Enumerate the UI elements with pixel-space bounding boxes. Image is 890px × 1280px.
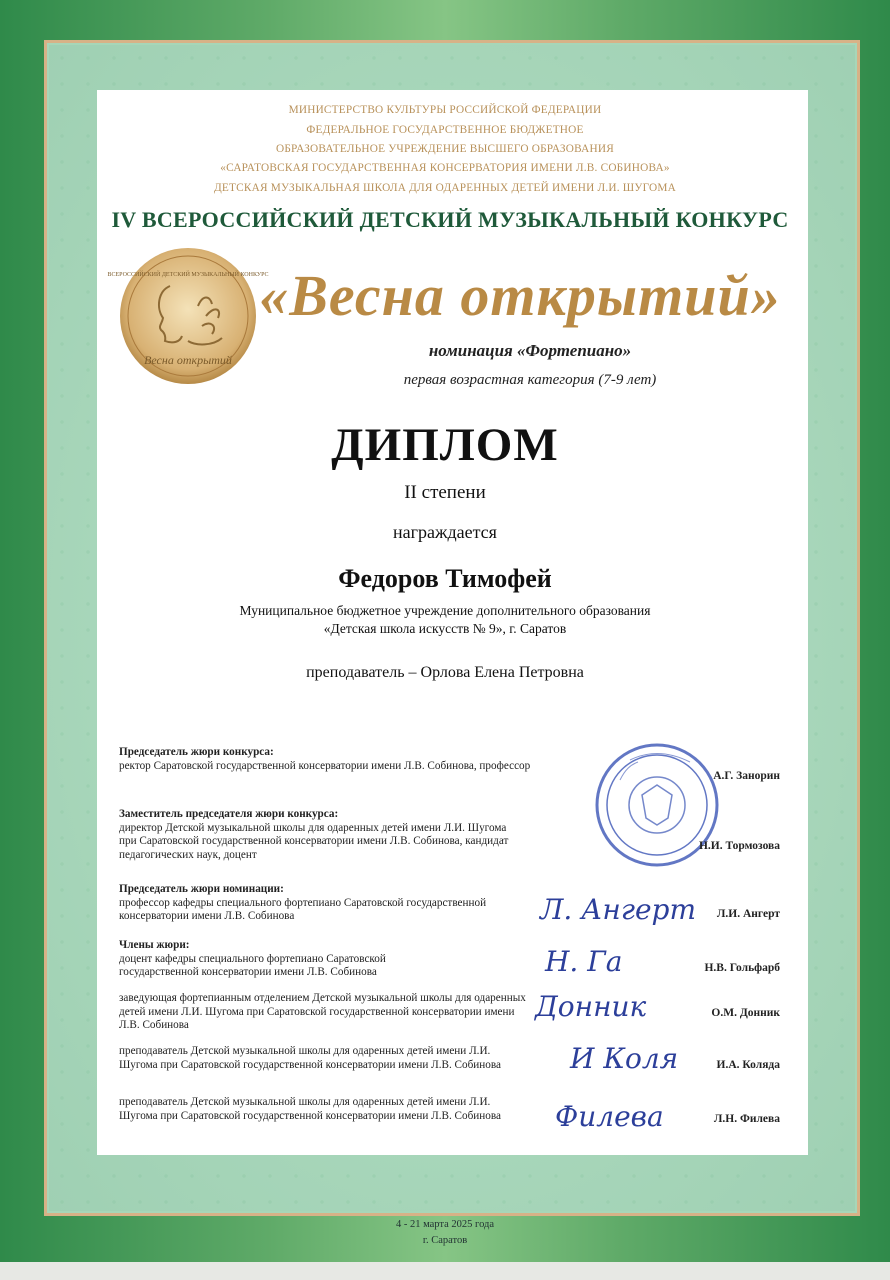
jury-name-7: Л.Н. Филева [713,1113,780,1125]
jury-text: ректор Саратовской государственной консерватории имени Л.В. Собинова, профессор [119,759,531,772]
jury-name-5: О.М. Донник [711,1007,780,1019]
contest-logo [107,246,269,386]
jury-text: доцент кафедры специального фортепиано Саратовской государственной консерватории имени Л.В. Собинова [119,952,386,978]
logo-text-bottom: Весна открытий [144,353,232,367]
jury-name-4: Н.В. Гольфарб [704,962,780,974]
jury-text: преподаватель Детской музыкальной школы для одаренных детей имени Л.И. Шугома при Саратовской государственной консерватории имени Л.В. Собинова [119,1045,501,1071]
nomination: номинация «Фортепиано» [428,341,632,360]
jury-heading: Председатель жюри конкурса: [119,746,274,758]
jury-entry-5 [119,992,569,1033]
jury-entry-3 [119,883,569,924]
footer-city: г. Саратов [422,1235,468,1246]
jury-heading: Заместитель председателя жюри конкурса: [119,808,339,820]
logo-text-top: ВСЕРОССИЙСКИЙ ДЕТСКИЙ МУЗЫКАЛЬНЫЙ КОНКУРС [107,272,269,278]
jury-entry-6 [119,1045,569,1072]
jury-name-6: И.А. Коляда [716,1059,780,1071]
jury-text: директор Детской музыкальной школы для одаренных детей имени Л.И. Шугома при Саратовской государственной консерватории имени Л.В. Собинова, кандидат педагогических наук, доцент [119,821,509,861]
bottom-bar [0,1262,890,1280]
ministry-line-4: «САРАТОВСКАЯ ГОСУДАРСТВЕННАЯ КОНСЕРВАТОРИЯ ИМЕНИ Л.В. СОБИНОВА» [220,162,670,174]
jury-text: заведующая фортепианным отделением Детской музыкальной школы для одаренных детей имени Л.И. Шугома при Саратовской государственной консерватории имени Л.В. Собинова [119,992,526,1031]
signature-fileva: Филева [555,1100,664,1133]
age-category: первая возрастная категория (7-9 лет) [403,372,657,388]
contest-title: IV ВСЕРОССИЙСКИЙ ДЕТСКИЙ МУЗЫКАЛЬНЫЙ КОНКУРС [111,207,789,232]
awarded-label: награждается [393,522,497,542]
winner-name: Федоров Тимофей [338,564,552,593]
teacher-line: преподаватель – Орлова Елена Петровна [306,664,584,681]
jury-heading: Председатель жюри номинации: [119,883,284,895]
jury-entry-4 [119,939,569,980]
jury-entry-1 [119,746,569,773]
signature-kolyada: И Коля [570,1042,679,1075]
institution-line-2: «Детская школа искусств № 9», г. Саратов [323,621,567,636]
jury-text: профессор кафедры специального фортепиано Саратовской государственной консерватории имени Л.В. Собинова [119,896,487,922]
jury-heading: Члены жюри: [119,939,190,951]
footer-dates: 4 - 21 марта 2025 года [395,1219,495,1230]
jury-entry-7 [119,1096,569,1123]
ministry-line-1: МИНИСТЕРСТВО КУЛЬТУРЫ РОССИЙСКОЙ ФЕДЕРАЦИИ [288,104,602,116]
ministry-line-2: ФЕДЕРАЛЬНОЕ ГОСУДАРСТВЕННОЕ БЮДЖЕТНОЕ [306,124,584,136]
signature-golfarb: Н. Га [545,945,623,978]
jury-text: преподаватель Детской музыкальной школы для одаренных детей имени Л.И. Шугома при Саратовской государственной консерватории имени Л.В. Собинова [119,1096,501,1122]
ministry-line-3: ОБРАЗОВАТЕЛЬНОЕ УЧРЕЖДЕНИЕ ВЫСШЕГО ОБРАЗОВАНИЯ [276,143,614,155]
diploma-title: ДИПЛОМ [331,419,559,471]
ministry-line-5: ДЕТСКАЯ МУЗЫКАЛЬНАЯ ШКОЛА ДЛЯ ОДАРЕННЫХ ДЕТЕЙ ИМЕНИ Л.И. ШУГОМА [214,182,676,194]
diploma-degree: II степени [404,482,486,503]
signature-angert: Л. Ангерт [540,893,697,926]
signature-donnik: Донник [535,990,647,1023]
contest-name: «Весна открытий» [259,263,781,328]
jury-entry-2 [119,808,569,862]
jury-name-1: А.Г. Занорин [713,770,780,782]
jury-name-2: Н.И. Тормозова [698,840,780,852]
institution-line-1: Муниципальное бюджетное учреждение дополнительного образования [239,603,651,618]
jury-name-3: Л.И. Ангерт [716,908,780,920]
